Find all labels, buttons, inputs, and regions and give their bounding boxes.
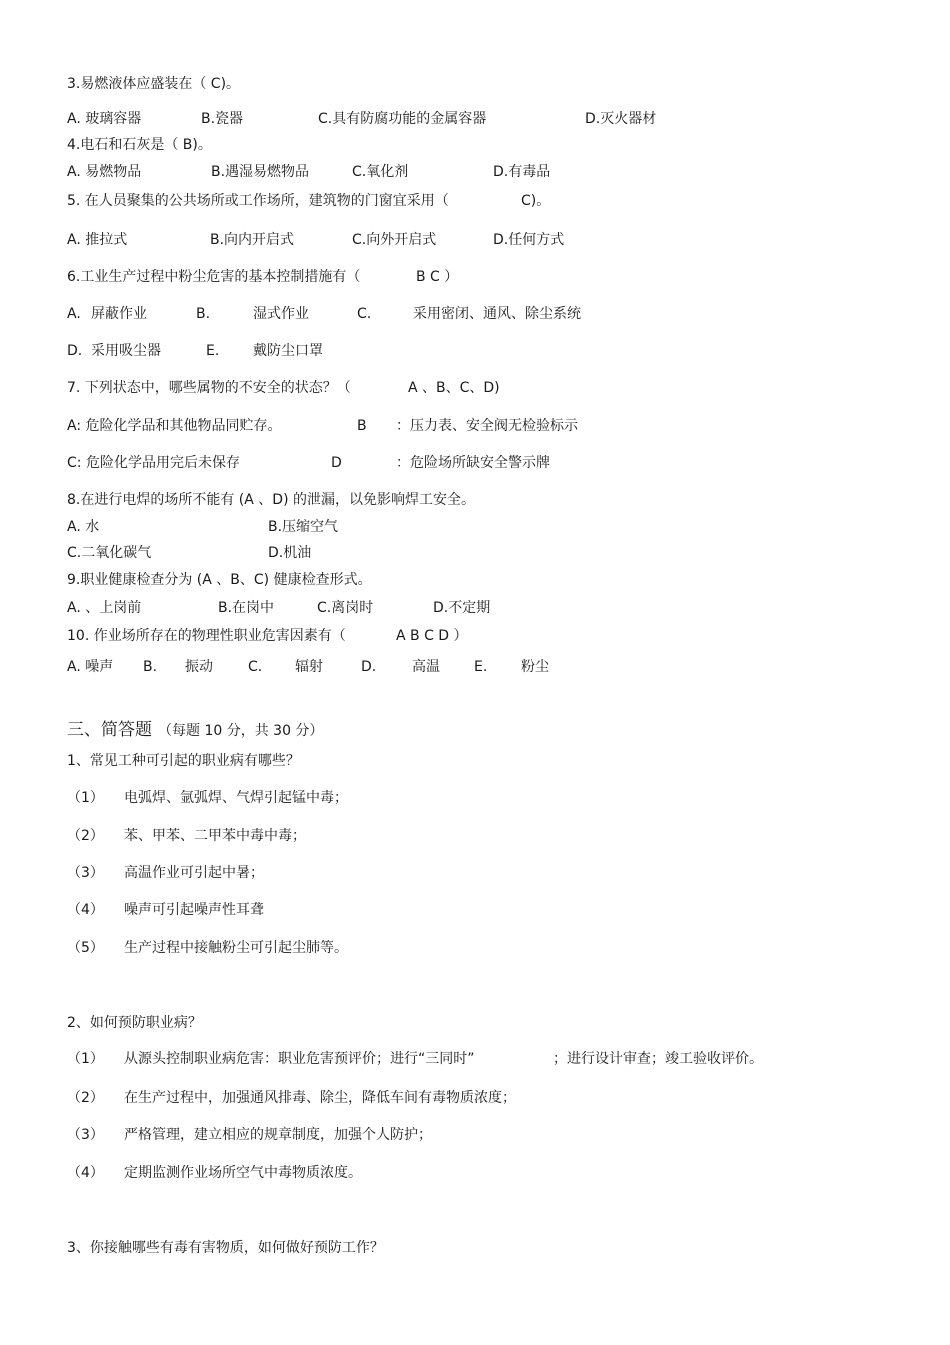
q6-option-d: 采用吸尘器 bbox=[91, 343, 161, 359]
sa2-item-1: 从源头控制职业病危害：职业危害预评价；进行“三同时” bbox=[124, 1051, 475, 1067]
q7-option-d: ：危险场所缺安全警示牌 bbox=[396, 455, 550, 471]
section-score-note: （每题 10 分，共 30 分） bbox=[158, 723, 324, 739]
q6-option-a: 屏蔽作业 bbox=[91, 306, 147, 322]
section-heading: 三、简答题 bbox=[67, 720, 152, 740]
q8-option-d: D.机油 bbox=[268, 545, 312, 561]
q8-stem: 8.在进行电焊的场所不能有 (A 、D) 的泄漏，以免影响焊工安全。 bbox=[67, 492, 475, 508]
q7-option-d-key: D bbox=[331, 455, 342, 471]
q6-option-a-key: A. bbox=[67, 306, 81, 322]
q4-option-c: C.氧化剂 bbox=[352, 164, 409, 180]
q7-option-b-key: B bbox=[357, 418, 367, 434]
sa2-item-2: 在生产过程中，加强通风排毒、除尘，降低车间有毒物质浓度； bbox=[124, 1090, 516, 1106]
sa1-item-3-num: （3） bbox=[67, 865, 104, 881]
sa3-question: 3、你接触哪些有毒有害物质，如何做好预防工作？ bbox=[67, 1240, 384, 1256]
sa1-item-3: 高温作业可引起中暑； bbox=[124, 865, 264, 881]
q9-option-b: B.在岗中 bbox=[218, 600, 275, 616]
sa2-item-4-num: （4） bbox=[67, 1165, 104, 1181]
q10-option-d: 高温 bbox=[412, 659, 440, 675]
q9-stem: 9.职业健康检查分为 (A 、B、C) 健康检查形式。 bbox=[67, 572, 372, 588]
q6-option-c: 采用密闭、通风、除尘系统 bbox=[413, 306, 581, 322]
q4-stem: 4.电石和石灰是（ B)。 bbox=[67, 137, 212, 153]
q4-option-d: D.有毒品 bbox=[493, 164, 551, 180]
q6-option-e: 戴防尘口罩 bbox=[253, 343, 323, 359]
q10-option-c: 辐射 bbox=[295, 659, 323, 675]
q10-option-d-key: D. bbox=[361, 659, 377, 675]
q3-stem: 3.易燃液体应盛装在（ C)。 bbox=[67, 76, 241, 92]
sa2-item-2-num: （2） bbox=[67, 1090, 104, 1106]
q10-option-e-key: E. bbox=[474, 659, 488, 675]
q6-option-d-key: D. bbox=[67, 343, 83, 359]
q8-option-a: A. 水 bbox=[67, 519, 100, 535]
q4-option-b: B.遇湿易燃物品 bbox=[211, 164, 310, 180]
sa1-item-4-num: （4） bbox=[67, 902, 104, 918]
q6-answer: B C ） bbox=[416, 269, 459, 285]
q10-option-b: 振动 bbox=[185, 659, 213, 675]
q5-option-a: A. 推拉式 bbox=[67, 232, 128, 248]
q9-option-a: A. 、上岗前 bbox=[67, 600, 142, 616]
q6-option-e-key: E. bbox=[206, 343, 220, 359]
q6-option-c-key: C. bbox=[357, 306, 372, 322]
q10-answer: A B C D ） bbox=[396, 628, 468, 644]
q9-option-d: D.不定期 bbox=[433, 600, 491, 616]
q10-option-e: 粉尘 bbox=[521, 659, 549, 675]
q4-option-a: A. 易燃物品 bbox=[67, 164, 142, 180]
q7-answer: A 、B、C、D) bbox=[408, 380, 500, 396]
q6-option-b-key: B. bbox=[196, 306, 211, 322]
sa1-item-2: 苯、甲苯、二甲苯中毒中毒； bbox=[124, 828, 306, 844]
q10-stem: 10. 作业场所存在的物理性职业危害因素有（ bbox=[67, 628, 346, 644]
sa1-item-4: 噪声可引起噪声性耳聋 bbox=[124, 902, 264, 918]
q5-option-b: B.向内开启式 bbox=[210, 232, 295, 248]
q5-answer: C)。 bbox=[521, 193, 551, 209]
sa1-question: 1、常见工种可引起的职业病有哪些？ bbox=[67, 753, 300, 769]
q7-option-c: C: 危险化学品用完后未保存 bbox=[67, 455, 240, 471]
q5-option-d: D.任何方式 bbox=[493, 232, 565, 248]
sa1-item-5: 生产过程中接触粉尘可引起尘肺等。 bbox=[124, 940, 348, 956]
q3-option-d: D.灭火器材 bbox=[585, 111, 657, 127]
q10-option-a: A. 噪声 bbox=[67, 659, 114, 675]
q5-stem: 5. 在人员聚集的公共场所或工作场所，建筑物的门窗宜采用（ bbox=[67, 193, 449, 209]
q5-option-c: C.向外开启式 bbox=[352, 232, 437, 248]
q3-option-a: A. 玻璃容器 bbox=[67, 111, 142, 127]
q10-option-c-key: C. bbox=[248, 659, 263, 675]
q10-option-b-key: B. bbox=[143, 659, 158, 675]
sa1-item-2-num: （2） bbox=[67, 828, 104, 844]
q6-stem: 6.工业生产过程中粉尘危害的基本控制措施有（ bbox=[67, 269, 361, 285]
q7-stem: 7. 下列状态中，哪些属物的不安全的状态？（ bbox=[67, 380, 351, 396]
sa1-item-1: 电弧焊、氩弧焊、气焊引起锰中毒； bbox=[124, 790, 348, 806]
sa2-item-3: 严格管理，建立相应的规章制度，加强个人防护； bbox=[124, 1127, 432, 1143]
q3-option-b: B.瓷器 bbox=[201, 111, 244, 127]
q7-option-b: ：压力表、安全阀无检验标示 bbox=[396, 418, 578, 434]
sa2-item-1-cont: ；进行设计审查；竣工验收评价。 bbox=[553, 1051, 763, 1067]
sa2-question: 2、如何预防职业病？ bbox=[67, 1015, 202, 1031]
q8-option-c: C.二氧化碳气 bbox=[67, 545, 152, 561]
sa2-item-1-num: （1） bbox=[67, 1051, 104, 1067]
sa2-item-3-num: （3） bbox=[67, 1127, 104, 1143]
q6-option-b: 湿式作业 bbox=[253, 306, 309, 322]
sa1-item-5-num: （5） bbox=[67, 940, 104, 956]
q3-option-c: C.具有防腐功能的金属容器 bbox=[318, 111, 487, 127]
sa1-item-1-num: （1） bbox=[67, 790, 104, 806]
q9-option-c: C.离岗时 bbox=[317, 600, 374, 616]
q7-option-a: A: 危险化学品和其他物品同贮存。 bbox=[67, 418, 282, 434]
q8-option-b: B.压缩空气 bbox=[268, 519, 339, 535]
sa2-item-4: 定期监测作业场所空气中毒物质浓度。 bbox=[124, 1165, 362, 1181]
